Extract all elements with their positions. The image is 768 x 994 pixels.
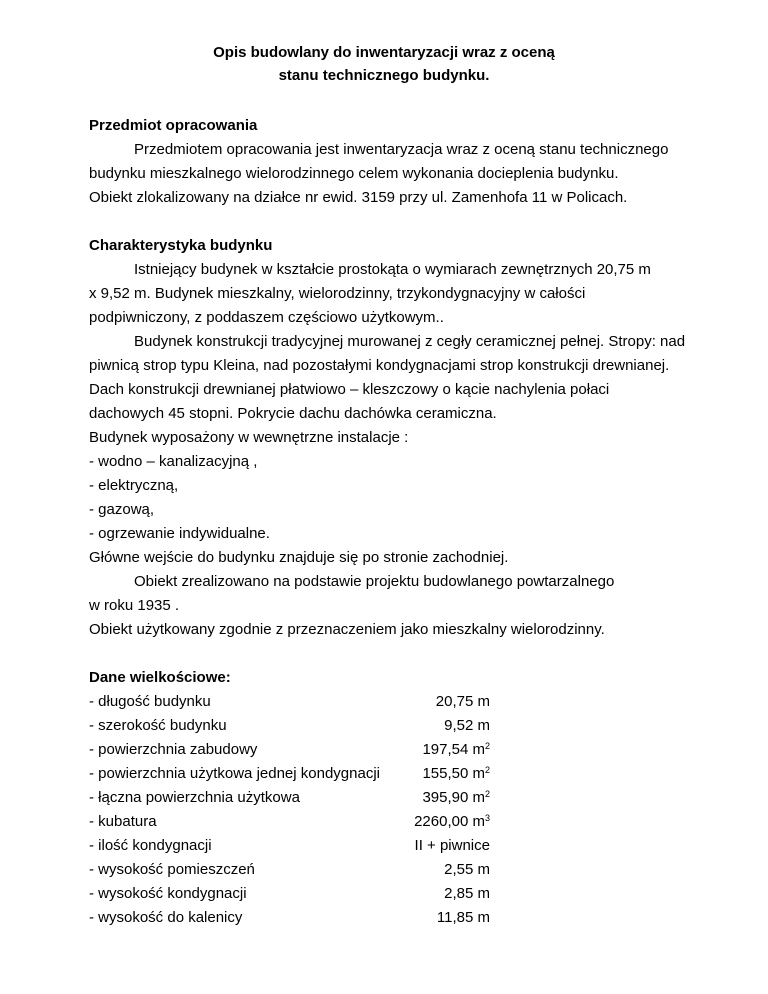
data-row-label: - powierzchnia zabudowy (89, 741, 258, 758)
data-row-value: 155,50 $m^2$ (422, 765, 490, 782)
paragraph-line: Przedmiotem opracowania jest inwentaryzacja wraz z oceną stanu technicznego (134, 141, 669, 158)
section-heading-przedmiot: Przedmiot opracowania (89, 117, 258, 134)
data-row-value: 2260,00 $m^3$ (414, 813, 490, 830)
paragraph-line: Istniejący budynek w kształcie prostokąta o wymiarach zewnętrznych 20,75 m (134, 261, 651, 278)
section-heading-dane: Dane wielkościowe: (89, 669, 231, 686)
paragraph-line: Dach konstrukcji drewnianej płatwiowo – kleszczowy o kącie nachylenia połaci (89, 381, 610, 398)
paragraph-line: dachowych 45 stopni. Pokrycie dachu dachówka ceramiczna. (89, 405, 497, 422)
data-row-label: - ilość kondygnacji (89, 837, 212, 854)
paragraph-line: Obiekt zlokalizowany na działce nr ewid. 3159 przy ul. Zamenhofa 11 w Policach. (89, 189, 628, 206)
document-title-line-1: Opis budowlany do inwentaryzacji wraz z oceną (213, 44, 555, 61)
list-item: - gazową, (89, 501, 155, 518)
section-heading-charakterystyka: Charakterystyka budynku (89, 237, 273, 254)
data-row-label: - szerokość budynku (89, 717, 227, 734)
paragraph-line: Budynek wyposażony w wewnętrzne instalacje : (89, 429, 409, 446)
paragraph-line: podpiwniczony, z poddaszem częściowo użytkowym.. (89, 309, 444, 326)
paragraph-line: x 9,52 m. Budynek mieszkalny, wielorodzinny, trzykondygnacyjny w całości (89, 285, 586, 302)
data-row-value: 9,52 m (444, 717, 490, 734)
paragraph-line: Obiekt użytkowany zgodnie z przeznaczeniem jako mieszkalny wielorodzinny. (89, 621, 605, 638)
list-item: - ogrzewanie indywidualne. (89, 525, 270, 542)
data-row-label: - powierzchnia użytkowa jednej kondygnacji (89, 765, 380, 782)
data-row-label: - wysokość pomieszczeń (89, 861, 255, 878)
data-row-value: 20,75 m (435, 693, 490, 710)
document-title-line-2: stanu technicznego budynku. (278, 67, 490, 84)
paragraph-line: Budynek konstrukcji tradycyjnej murowanej z cegły ceramicznej pełnej. Stropy: nad (134, 333, 686, 350)
data-row-label: - wysokość do kalenicy (89, 909, 243, 926)
paragraph-line: Obiekt zrealizowano na podstawie projektu budowlanego powtarzalnego (134, 573, 615, 590)
data-row-value: 197,54 $m^2$ (422, 741, 490, 758)
data-row-value: 2,85 m (444, 885, 490, 902)
data-row-label: - kubatura (89, 813, 157, 830)
data-row-label: - wysokość kondygnacji (89, 885, 247, 902)
paragraph-line: Główne wejście do budynku znajduje się po stronie zachodniej. (89, 549, 509, 566)
data-row-value: 2,55 m (444, 861, 490, 878)
paragraph-line: piwnicą strop typu Kleina, nad pozostałymi kondygnacjami strop konstrukcji drewnianej. (89, 357, 670, 374)
data-row-value: 11,85 m (436, 909, 490, 926)
list-item: - wodno – kanalizacyjną , (89, 453, 258, 470)
data-row-value: II + piwnice (414, 837, 490, 854)
data-row-value: 395,90 $m^2$ (422, 789, 490, 806)
paragraph-line: budynku mieszkalnego wielorodzinnego celem wykonania docieplenia budynku. (89, 165, 619, 182)
data-row-label: - łączna powierzchnia użytkowa (89, 789, 300, 806)
list-item: - elektryczną, (89, 477, 179, 494)
data-row-label: - długość budynku (89, 693, 211, 710)
paragraph-line: w roku 1935 . (89, 597, 180, 614)
